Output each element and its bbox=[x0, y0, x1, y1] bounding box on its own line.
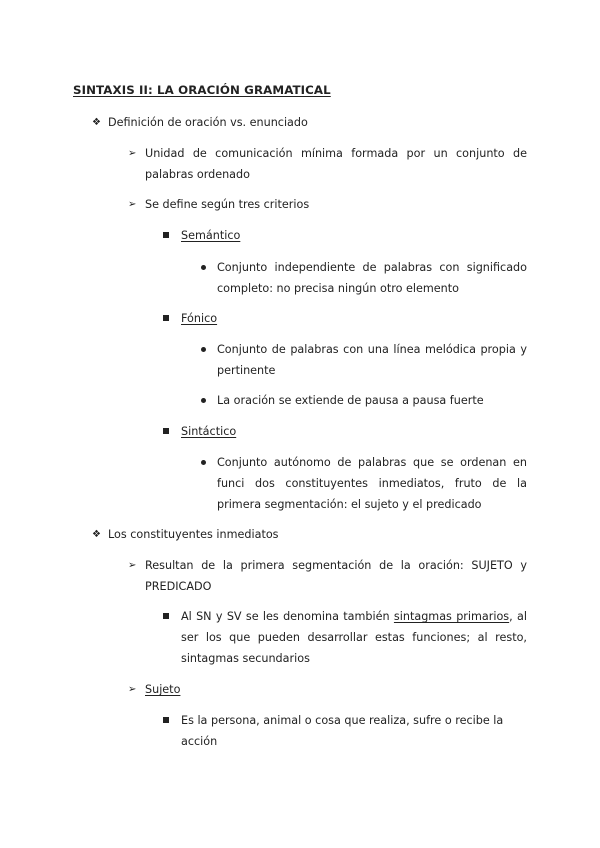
dot-bullet-icon bbox=[201, 452, 206, 473]
square-bullet-icon bbox=[163, 225, 169, 246]
dot-bullet-icon bbox=[201, 257, 206, 278]
square-bullet-icon bbox=[163, 308, 169, 329]
sintactico-description: Conjunto autónomo de palabras que se ordenan en funci dos constituyentes inmediatos, fruto de la primera segmentación: el sujeto y el predicado bbox=[217, 456, 527, 511]
square-bullet-icon bbox=[163, 606, 169, 627]
sn-sv-text-before: Al SN y SV se les denomina también bbox=[181, 610, 394, 623]
sujeto-description: Es la persona, animal o cosa que realiza, sufre o recibe la acción bbox=[181, 714, 504, 748]
constituyentes-heading: Los constituyentes inmediatos bbox=[108, 528, 279, 541]
arrow-bullet-icon: ➢ bbox=[128, 560, 137, 571]
fonico-description-1: Conjunto de palabras con una línea melódica propia y pertinente bbox=[217, 343, 527, 377]
sujeto-label: Sujeto bbox=[145, 683, 181, 696]
arrow-bullet-icon: ➢ bbox=[128, 684, 137, 695]
criterios-item: Se define según tres criterios bbox=[145, 198, 310, 211]
dot-bullet-icon bbox=[201, 339, 206, 360]
document-title: SINTAXIS II: LA ORACIÓN GRAMATICAL bbox=[73, 83, 331, 97]
dot-bullet-icon bbox=[201, 390, 206, 411]
arrow-bullet-icon: ➢ bbox=[128, 148, 137, 159]
diamond-bullet-icon: ❖ bbox=[92, 117, 101, 128]
square-bullet-icon bbox=[163, 421, 169, 442]
fonico-description-2: La oración se extiende de pausa a pausa fuerte bbox=[217, 394, 484, 407]
sn-sv-item bbox=[181, 606, 527, 669]
semantico-label: Semántico bbox=[181, 229, 241, 242]
definition-heading: Definición de oración vs. enunciado bbox=[108, 116, 308, 129]
square-bullet-icon bbox=[163, 710, 169, 731]
sintagmas-primarios-term: sintagmas primarios bbox=[393, 610, 510, 623]
semantico-description: Conjunto independiente de palabras con significado completo: no precisa ningún otro elemento bbox=[217, 261, 527, 295]
arrow-bullet-icon: ➢ bbox=[128, 199, 137, 210]
diamond-bullet-icon: ❖ bbox=[92, 529, 101, 540]
unidad-item: Unidad de comunicación mínima formada por un conjunto de palabras ordenado bbox=[145, 147, 527, 181]
sn-sv-text-after: , al ser los que pueden desarrollar estas funciones; al resto, sintagmas secundarios bbox=[181, 610, 527, 665]
resultan-item: Resultan de la primera segmentación de la oración: SUJETO y PREDICADO bbox=[145, 559, 527, 593]
fonico-label: Fónico bbox=[181, 312, 218, 325]
sintactico-label: Sintáctico bbox=[181, 425, 237, 438]
